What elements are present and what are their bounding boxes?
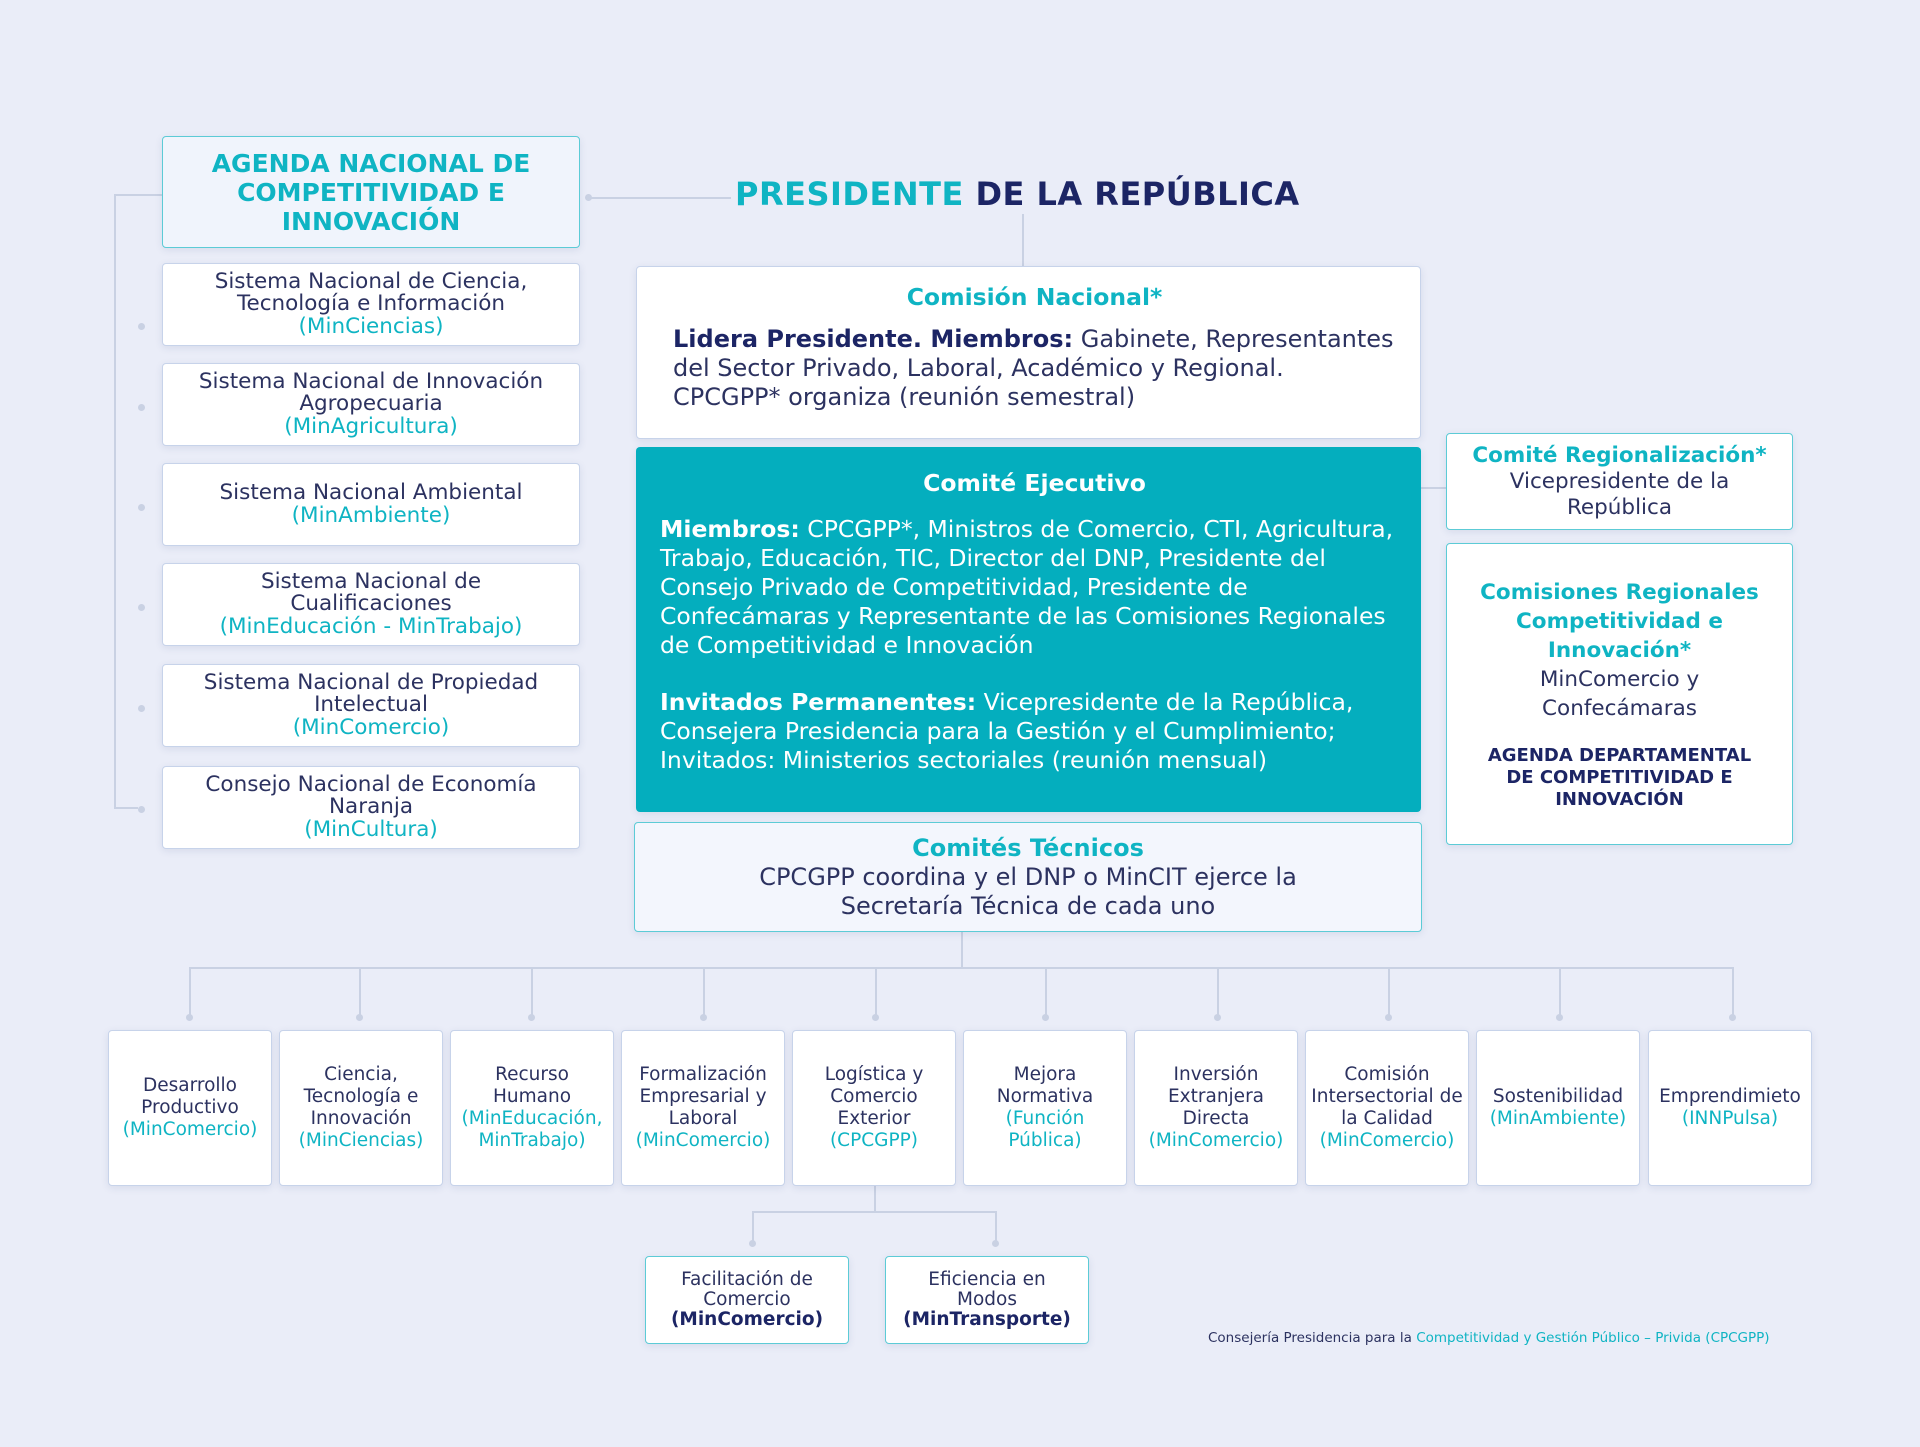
bottom-item-org: (MinComercio)	[1148, 1130, 1284, 1151]
bottom-item-name: Comisión Intersectorial de la Calidad	[1311, 1064, 1463, 1129]
ejecutivo-members	[660, 515, 1409, 660]
comites-tecnicos-box	[634, 822, 1422, 932]
bottom-item-name: Mejora Normativa	[996, 1064, 1094, 1107]
bottom-item-org: (MinComercio)	[1319, 1130, 1455, 1151]
bottom-item-recurso	[450, 1030, 614, 1186]
comision-nacional-text	[673, 325, 1396, 412]
left-item-org: (MinAgricultura)	[284, 413, 458, 439]
left-item-name: Sistema Nacional de Cualificaciones	[260, 568, 482, 617]
comision-lead: Lidera Presidente. Miembros:	[673, 325, 1074, 353]
sub-item-eficiencia	[885, 1256, 1089, 1344]
sub-item-facilitacion	[645, 1256, 849, 1344]
bottom-item-name: Sostenibilidad	[1492, 1086, 1624, 1107]
sub-item-name: Eficiencia en Modos	[928, 1269, 1046, 1310]
left-item-org: (MinCiencias)	[298, 313, 444, 339]
bottom-item-name: Emprendimieto	[1659, 1086, 1801, 1107]
left-item-cualificaciones	[162, 563, 580, 646]
sub-item-name: Facilitación de Comercio	[681, 1269, 813, 1310]
bottom-item-mejora	[963, 1030, 1127, 1186]
bottom-item-org: (INNPulsa)	[1681, 1108, 1779, 1129]
comision-body: Gabinete, Representantes del Sector Privado, Laboral, Académico y Regional. CPCGPP* organiza (reunión semestral)	[673, 325, 1394, 411]
left-item-ambiental	[162, 463, 580, 546]
ejecutivo-members-text: CPCGPP*, Ministros de Comercio, CTI, Agricultura, Trabajo, Educación, TIC, Director del DNP, Presidente del Consejo Privado de Competitividad, Presidente de Confecámaras y Representante de las Comisiones Regionales de Competitividad e Innovación	[660, 515, 1394, 659]
bottom-item-formalizacion	[621, 1030, 785, 1186]
left-item-org: (MinAmbiente)	[291, 502, 451, 528]
bottom-item-sostenibilidad	[1476, 1030, 1640, 1186]
ejecutivo-invitados-label: Invitados Permanentes:	[660, 688, 977, 716]
left-item-org: (MinEducación - MinTrabajo)	[219, 613, 523, 639]
title-accent: PRESIDENTE	[735, 175, 964, 213]
left-item-name: Sistema Nacional de Innovación Agropecuaria	[198, 368, 544, 417]
footer-credit	[1208, 1330, 1770, 1346]
ejecutivo-invitados	[660, 688, 1409, 775]
agenda-departamental-label: AGENDA DEPARTAMENTAL DE COMPETITIVIDAD E INNOVACIÓN	[1487, 744, 1752, 810]
comision-nacional-box	[636, 266, 1421, 439]
bottom-item-ciencia	[279, 1030, 443, 1186]
bottom-item-name: Logística y Comercio Exterior	[824, 1064, 924, 1129]
left-item-propiedad	[162, 664, 580, 747]
bottom-item-emprendimiento	[1648, 1030, 1812, 1186]
comite-ejecutivo-title: Comité Ejecutivo	[923, 469, 1146, 497]
sub-item-org: (MinComercio)	[670, 1309, 824, 1330]
left-item-name: Sistema Nacional de Ciencia, Tecnología e Información	[214, 268, 528, 317]
comite-regionalizacion-text: Vicepresidente de la República	[1509, 468, 1730, 520]
comites-tecnicos-title: Comités Técnicos	[912, 833, 1144, 862]
left-item-name: Sistema Nacional Ambiental	[219, 480, 523, 505]
left-item-naranja	[162, 766, 580, 849]
bottom-item-name: Formalización Empresarial y Laboral	[639, 1064, 767, 1129]
comisiones-regionales-box	[1446, 543, 1793, 845]
bottom-item-org: (CPCGPP)	[829, 1130, 919, 1151]
comite-regionalizacion-box	[1446, 433, 1793, 530]
title-rest: DE LA REPÚBLICA	[975, 175, 1300, 213]
bottom-item-name: Ciencia, Tecnología e Innovación	[303, 1064, 419, 1129]
agenda-nacional-box	[162, 136, 580, 248]
comite-ejecutivo-box	[636, 447, 1421, 812]
bottom-item-name: Recurso Humano	[492, 1064, 572, 1107]
left-item-name: Sistema Nacional de Propiedad Intelectual	[203, 669, 539, 718]
agenda-nacional-label: AGENDA NACIONAL DE COMPETITIVIDAD E INNOVACIÓN	[211, 148, 531, 236]
bottom-item-name: Desarrollo Productivo	[141, 1075, 239, 1118]
comites-tecnicos-text: CPCGPP coordina y el DNP o MinCIT ejerce la Secretaría Técnica de cada uno	[759, 862, 1297, 920]
page-title	[735, 175, 1300, 213]
bottom-item-inversion	[1134, 1030, 1298, 1186]
ejecutivo-members-label: Miembros:	[660, 515, 800, 543]
comite-regionalizacion-title: Comité Regionalización*	[1472, 442, 1767, 468]
sub-item-org: (MinTransporte)	[903, 1309, 1071, 1330]
comisiones-regionales-title: Comisiones Regionales Competitividad e Innovación*	[1480, 579, 1759, 663]
footer-prefix: Consejería Presidencia para la	[1208, 1330, 1417, 1346]
bottom-item-org: (MinEducación, MinTrabajo)	[461, 1108, 603, 1151]
bottom-item-org: (MinComercio)	[635, 1130, 771, 1151]
left-item-name: Consejo Nacional de Economía Naranja	[205, 771, 537, 820]
comision-nacional-title: Comisión Nacional*	[906, 283, 1163, 311]
footer-accent: Competitividad y Gestión Público – Privida (CPCGPP)	[1416, 1330, 1770, 1346]
bottom-item-desarrollo	[108, 1030, 272, 1186]
bottom-item-org: (MinAmbiente)	[1489, 1108, 1627, 1129]
bottom-item-name: Inversión Extranjera Directa	[1167, 1064, 1265, 1129]
bottom-item-logistica	[792, 1030, 956, 1186]
left-item-ciencia	[162, 263, 580, 346]
left-item-org: (MinComercio)	[292, 714, 450, 740]
comisiones-regionales-text: MinComercio y Confecámaras	[1539, 666, 1700, 721]
left-item-org: (MinCultura)	[304, 816, 438, 842]
bottom-item-org: (MinCiencias)	[298, 1130, 424, 1151]
ejecutivo-invitados-text: Vicepresidente de la República, Consejera Presidencia para la Gestión y el Cumplimiento; Invitados: Ministerios sectoriales (reunión mensual)	[660, 688, 1354, 774]
bottom-item-calidad	[1305, 1030, 1469, 1186]
bottom-item-org: (Función Pública)	[1005, 1108, 1085, 1151]
left-item-agropecuaria	[162, 363, 580, 446]
bottom-item-org: (MinComercio)	[122, 1119, 258, 1140]
